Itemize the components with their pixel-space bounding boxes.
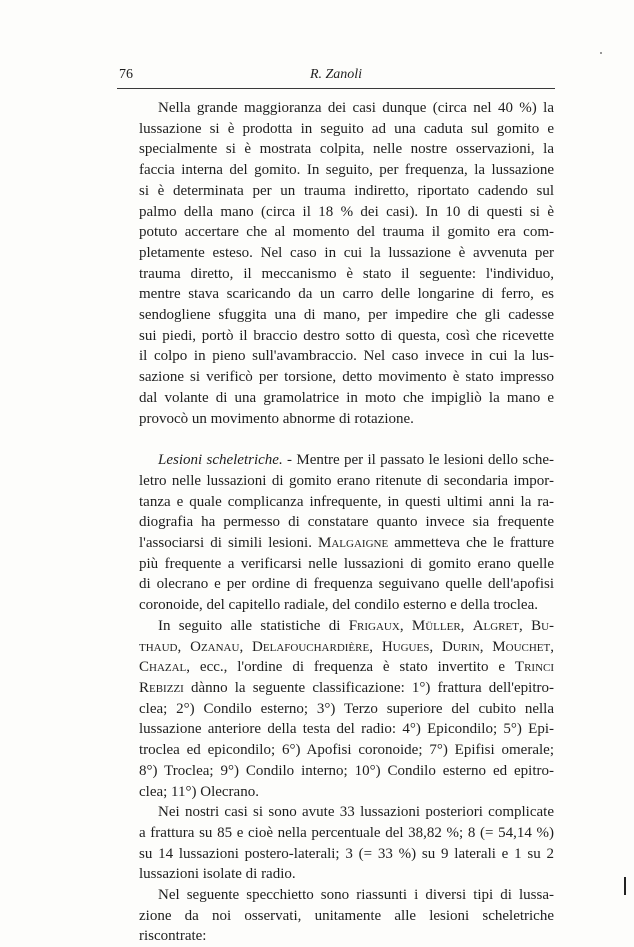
author-name: Durin [441,638,480,655]
text-line: clea; 11°) Olecrano. [139,783,259,800]
paragraph-gap [139,429,554,450]
text-span: In seguito alle statistiche di [158,617,341,634]
text-line [139,657,554,678]
text-line: specialmente si è mostrata colpita, nelle nostre osservazioni, la [139,141,554,158]
text-line: coronoide, del capitello radiale, del condilo esterno e della troclea. [139,597,538,614]
text-line [139,533,554,554]
text-line: potuto accertare che al momento del trauma il gomito era com- [139,224,554,241]
text-line: provocò un movimento abnorme di rotazione. [139,410,414,427]
author-name: Hugues [381,638,430,655]
text-line: di olecrano e per ordine di frequenza seguivano quelle dell'apofisi [139,576,554,593]
text-span: - Mentre per il passato le lesioni dello sche- [282,452,555,469]
page-number: 76 [119,67,133,82]
text-line: Nella grande maggioranza dei casi dunque (circa nel 40 %) la [158,100,554,116]
text-line: In seguito alle statistiche di Frigaux, Müller, Algret, Bu- [158,617,555,634]
text-line: si è determinata per un trauma indiretto, riportato cadendo sul [139,182,554,199]
text-line: thaud, Ozanau, Delafouchardière, Hugues, Durin, Mouchet, [139,638,554,655]
text-line: trauma diretto, il meccanismo è stato il seguente: l'individuo, [139,265,554,282]
text-line [139,678,554,699]
author-name: Mouchet [492,638,551,655]
body-text [139,98,554,947]
text-line: pletamente esteso. Nel caso in cui la lussazione è avvenuta per [139,244,554,261]
text-line: lussazioni isolate di radio. [139,866,296,883]
text-line: letro nelle lussazioni di gomito erano ritenute di secondaria impor- [139,472,554,489]
text-line: su 14 lussazioni postero-laterali; 3 (= 33 %) su 9 laterali e 1 su 2 [139,845,554,862]
author-name: Malgaigne [318,535,389,552]
text-span: dànno la seguente classificazione: 1°) frattura dell'epitro- [183,679,554,696]
author-name: Müller [411,617,461,634]
section-heading: Lesioni scheletriche. [158,452,283,469]
text-line: mentre stava scaricando da un carro delle longarine di ferro, es [139,286,554,303]
text-line: sazione si verificò per torsione, detto movimento è stato impresso [139,369,554,386]
text-line: a frattura su 85 e cioè nella percentuale del 38,82 %; 8 (= 54,14 %) [139,824,554,841]
text-line: palmo della mano (circa il 18 % dei casi). In 10 di questi si è [139,203,554,220]
scan-edge-mark [624,877,626,895]
text-span: ammetteva che le fratture [388,535,554,552]
text-line: Nel seguente specchietto sono riassunti i diversi tipi di lussa- [158,887,554,904]
text-line: Nei nostri casi si sono avute 33 lussazioni posteriori complicate [158,804,554,821]
text-line: più frequente a verificarsi nelle lussazioni di gomito erano quelle [139,555,554,572]
author-name: Delafouchardière [252,638,370,655]
text-span: , ecc., l'ordine di frequenza è stato invertito e [186,659,506,676]
text-span: l'associarsi di simili lesioni. [139,535,312,552]
author-name: Frigaux [348,617,400,634]
text-line: sendogliene sfuggita una di mano, per impedire che gli cadesse [139,307,554,324]
text-line: 8°) Troclea; 9°) Condilo interno; 10°) Condilo esterno ed epitro- [139,762,554,779]
text-line: sui piedi, portò il braccio destro sotto di questa, così che ricevette [139,327,554,344]
text-line: diografia ha permesso di constatare quanto invece sia frequente [139,514,554,531]
scan-speck [600,52,602,54]
text-line: lussazione si è prodotta in seguito ad una caduta sul gomito e [139,120,554,137]
author-name: Bu- [531,617,555,634]
text-line: dal volante di una gramolatrice in moto che impigliò la mano e [139,389,554,406]
text-line: il colpo in pieno sull'avambraccio. Nel caso invece in cui la lus- [139,348,554,365]
text-line: lussazione anteriore della testa del radio: 4°) Epicondilo; 5°) Epi- [139,721,554,738]
author-name: thaud [139,638,178,655]
author-name: Ozanau [190,638,240,655]
page-header [117,66,555,89]
text-line: clea; 2°) Condilo esterno; 3°) Terzo superiore del cubito nella [139,700,554,717]
author-name: Algret [472,617,519,634]
text-line: faccia interna del gomito. In seguito, per frequenza, la lussazione [139,162,554,179]
author-name: Rebizzi [139,679,184,696]
author-name: Trinci [514,659,555,676]
text-line: troclea ed epicondilo; 6°) Apofisi coronoide; 7°) Epifisi omerale; [139,742,554,759]
running-title: R. Zanoli [309,67,363,82]
text-line: tanza e quale complicanza infrequente, in questi ultimi anni la ra- [139,493,554,510]
text-line [139,450,554,471]
author-name: Chazal [139,659,187,676]
text-line: zione da noi osservati, unitamente alle lesioni scheletriche riscontrate: [139,907,554,945]
